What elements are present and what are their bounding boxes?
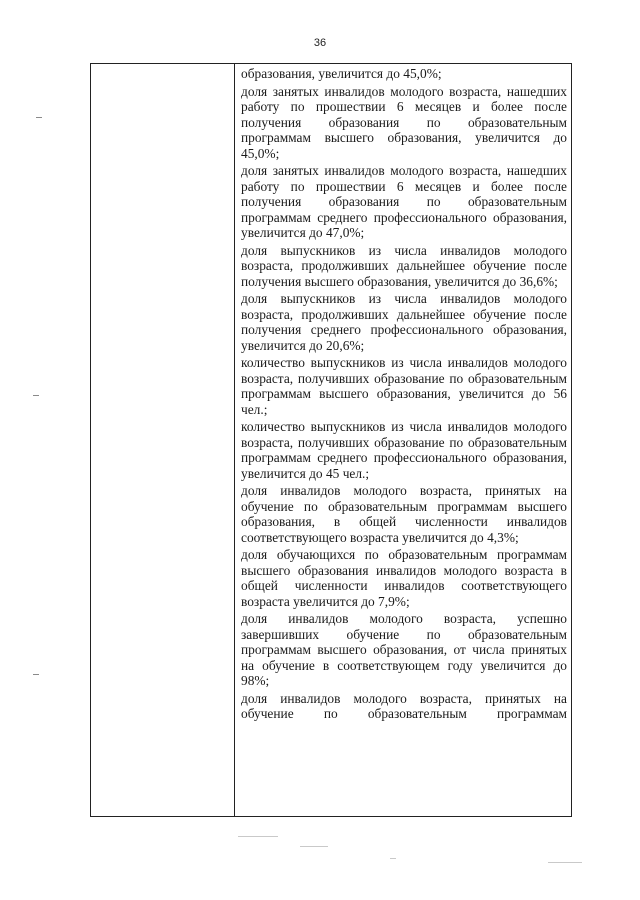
- table-paragraph: доля занятых инвалидов молодого возраста, нашедших работу по прошествии 6 месяцев и более после получения образования по образовательным программам среднего профессионального образования, увеличится до 47,0%;: [241, 163, 567, 240]
- table-paragraph: доля обучающихся по образовательным программам высшего образования инвалидов молодого возраста в общей численности инвалидов соответствующего возраста увеличится до 7,9%;: [241, 547, 567, 609]
- table-paragraph: доля выпускников из числа инвалидов молодого возраста, продолживших дальнейшее обучение после получения высшего образования, увеличится до 36,6%;: [241, 242, 567, 289]
- table-paragraph: образования, увеличится до 45,0%;: [241, 66, 442, 81]
- scan-speck: [390, 858, 396, 859]
- table-paragraph: доля инвалидов молодого возраста, принятых на обучение по образовательным программам: [241, 690, 567, 721]
- table-right-column: [235, 64, 571, 816]
- table-left-column: [91, 64, 235, 816]
- table-paragraph: доля инвалидов молодого возраста, успешно завершивших обучение по образовательным программам высшего образования, от числа принятых на обучение в соответствующем году увеличится до 98%;: [241, 611, 567, 688]
- scan-mark: [33, 674, 39, 675]
- scan-speck: [548, 862, 582, 863]
- table-paragraph: доля выпускников из числа инвалидов молодого возраста, продолживших дальнейшее обучение после получения среднего профессионального образования, увеличится до 20,6%;: [241, 291, 567, 353]
- scan-mark: [33, 395, 39, 396]
- page-number: 36: [313, 37, 327, 49]
- scan-speck: [238, 836, 278, 837]
- table-paragraph: количество выпускников из числа инвалидов молодого возраста, получивших образование по образовательным программам среднего профессионального образования, увеличится до 45 чел.;: [241, 419, 567, 481]
- table-paragraph: доля занятых инвалидов молодого возраста, нашедших работу по прошествии 6 месяцев и более после получения образования по образовательным программам высшего образования, увеличится до 45,0%;: [241, 83, 567, 161]
- table-paragraph: количество выпускников из числа инвалидов молодого возраста, получивших образование по образовательным программам высшего образования, увеличится до 56 чел.;: [241, 355, 567, 417]
- table-paragraph: доля инвалидов молодого возраста, принятых на обучение по образовательным программам высшего образования, в общей численности инвалидов соответствующего возраста увеличится до 4,3%;: [241, 483, 567, 545]
- document-table: [90, 63, 572, 817]
- scan-speck: [300, 846, 328, 847]
- scan-mark: [36, 117, 42, 118]
